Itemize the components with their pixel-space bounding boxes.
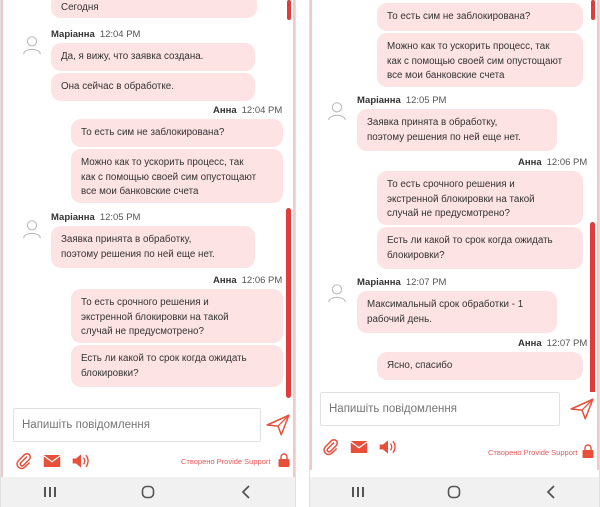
recents-icon	[43, 486, 57, 498]
back-icon	[546, 485, 556, 499]
chat-log[interactable]	[1, 0, 295, 400]
sender-name: Анна	[518, 338, 542, 349]
message-text: Сегодня	[61, 2, 99, 13]
sender-name: Анна	[518, 157, 542, 168]
message-bubble	[71, 289, 283, 343]
lock-icon[interactable]	[582, 444, 594, 458]
message-bubble	[377, 3, 583, 31]
message-time: 12:05 PM	[405, 95, 447, 106]
message-bubble	[357, 109, 557, 151]
message-bubble	[377, 352, 583, 380]
speaker-icon[interactable]	[378, 438, 398, 456]
avatar-icon	[326, 282, 348, 304]
message-bubble	[377, 171, 583, 225]
sender-row	[518, 157, 587, 168]
back-button[interactable]	[531, 482, 571, 502]
avatar-icon	[326, 100, 348, 122]
top-scroll-indicator	[591, 0, 595, 20]
sender-name: Маріанна	[51, 29, 95, 40]
message-bubble	[377, 227, 583, 269]
message-bubble	[71, 149, 283, 203]
recents-icon	[351, 486, 365, 498]
phone-left	[0, 0, 296, 507]
message-time: 12:05 PM	[99, 212, 141, 223]
composer	[1, 400, 295, 478]
mail-icon[interactable]	[350, 440, 368, 454]
paperclip-icon[interactable]	[15, 452, 33, 470]
chat-scrollbar[interactable]	[590, 222, 595, 398]
recents-button[interactable]	[30, 482, 70, 502]
composer	[310, 392, 599, 470]
provider-credit[interactable]: Створено Provide Support	[488, 448, 578, 457]
message-bubble	[51, 73, 255, 101]
home-button[interactable]	[128, 482, 168, 502]
sender-name: Маріанна	[51, 212, 95, 223]
action-icons	[15, 452, 91, 470]
message-time: 12:07 PM	[405, 277, 447, 288]
chat-log[interactable]	[310, 0, 599, 400]
message-input[interactable]	[320, 392, 560, 426]
message-text: Есть ли какой то срок когда ожидать блокировки?	[387, 235, 553, 261]
phone-right	[309, 0, 600, 507]
message-input[interactable]	[13, 408, 261, 442]
sender-row	[357, 95, 446, 106]
message-text: Да, я вижу, что заявка создана.	[61, 51, 204, 62]
sender-name: Анна	[213, 105, 237, 116]
action-icons	[322, 438, 398, 456]
home-icon	[141, 485, 155, 499]
sender-row	[357, 277, 446, 288]
avatar-icon	[21, 34, 43, 56]
mail-icon[interactable]	[43, 454, 61, 468]
message-bubble-partial	[51, 0, 257, 18]
message-bubble	[51, 226, 255, 268]
message-time: 12:07 PM	[546, 338, 588, 349]
home-icon	[447, 485, 461, 499]
message-text: Заявка принята в обработку, поэтому решения по ней еще нет.	[61, 234, 215, 260]
send-icon[interactable]	[265, 412, 291, 438]
sender-row	[518, 338, 587, 349]
back-button[interactable]	[226, 482, 266, 502]
speaker-icon[interactable]	[71, 452, 91, 470]
message-bubble	[357, 291, 557, 333]
sender-row	[213, 275, 282, 286]
sender-name: Анна	[213, 275, 237, 286]
top-scroll-indicator	[287, 0, 291, 20]
sender-name: Маріанна	[357, 277, 401, 288]
message-time: 12:06 PM	[546, 157, 588, 168]
android-nav-bar	[1, 477, 295, 507]
message-text: Она сейчас в обработке.	[61, 81, 174, 92]
message-text: То есть срочного решения и экстренной блокировки на такой случай не предусмотрено?	[81, 297, 229, 338]
sender-name: Маріанна	[357, 95, 401, 106]
message-text: Можно как то ускорить процесс, так как с помощью своей сим опустощают все мои банковские счета	[387, 41, 563, 82]
message-text: Заявка принята в обработку, поэтому решения по ней еще нет.	[367, 117, 521, 143]
send-icon[interactable]	[569, 396, 595, 422]
paperclip-icon[interactable]	[322, 438, 340, 456]
message-time: 12:06 PM	[241, 275, 283, 286]
message-text: То есть сим не заблокирована?	[387, 11, 531, 22]
message-text: То есть сим не заблокирована?	[81, 127, 225, 138]
sender-row	[51, 212, 140, 223]
back-icon	[241, 485, 251, 499]
message-text: Максимальный срок обработки - 1 рабочий день.	[367, 299, 524, 325]
sender-row	[213, 105, 282, 116]
message-bubble	[377, 33, 583, 87]
message-text: То есть срочного решения и экстренной блокировки на такой случай не предусмотрено?	[387, 179, 535, 220]
message-text: Есть ли какой то срок когда ожидать блокировки?	[81, 353, 247, 379]
message-bubble	[51, 43, 255, 71]
sender-row	[51, 29, 140, 40]
recents-button[interactable]	[338, 482, 378, 502]
message-bubble	[71, 345, 283, 387]
lock-icon[interactable]	[278, 453, 290, 467]
message-time: 12:04 PM	[99, 29, 141, 40]
provider-credit[interactable]: Створено Provide Support	[181, 457, 271, 466]
message-bubble	[71, 119, 283, 147]
message-text: Можно как то ускорить процесс, так как с помощью своей сим опустощают все мои банковские счета	[81, 157, 257, 198]
home-button[interactable]	[434, 482, 474, 502]
android-nav-bar	[310, 477, 599, 507]
chat-scrollbar[interactable]	[286, 208, 291, 398]
message-time: 12:04 PM	[241, 105, 283, 116]
message-text: Ясно, спасибо	[387, 360, 453, 371]
avatar-icon	[21, 218, 43, 240]
